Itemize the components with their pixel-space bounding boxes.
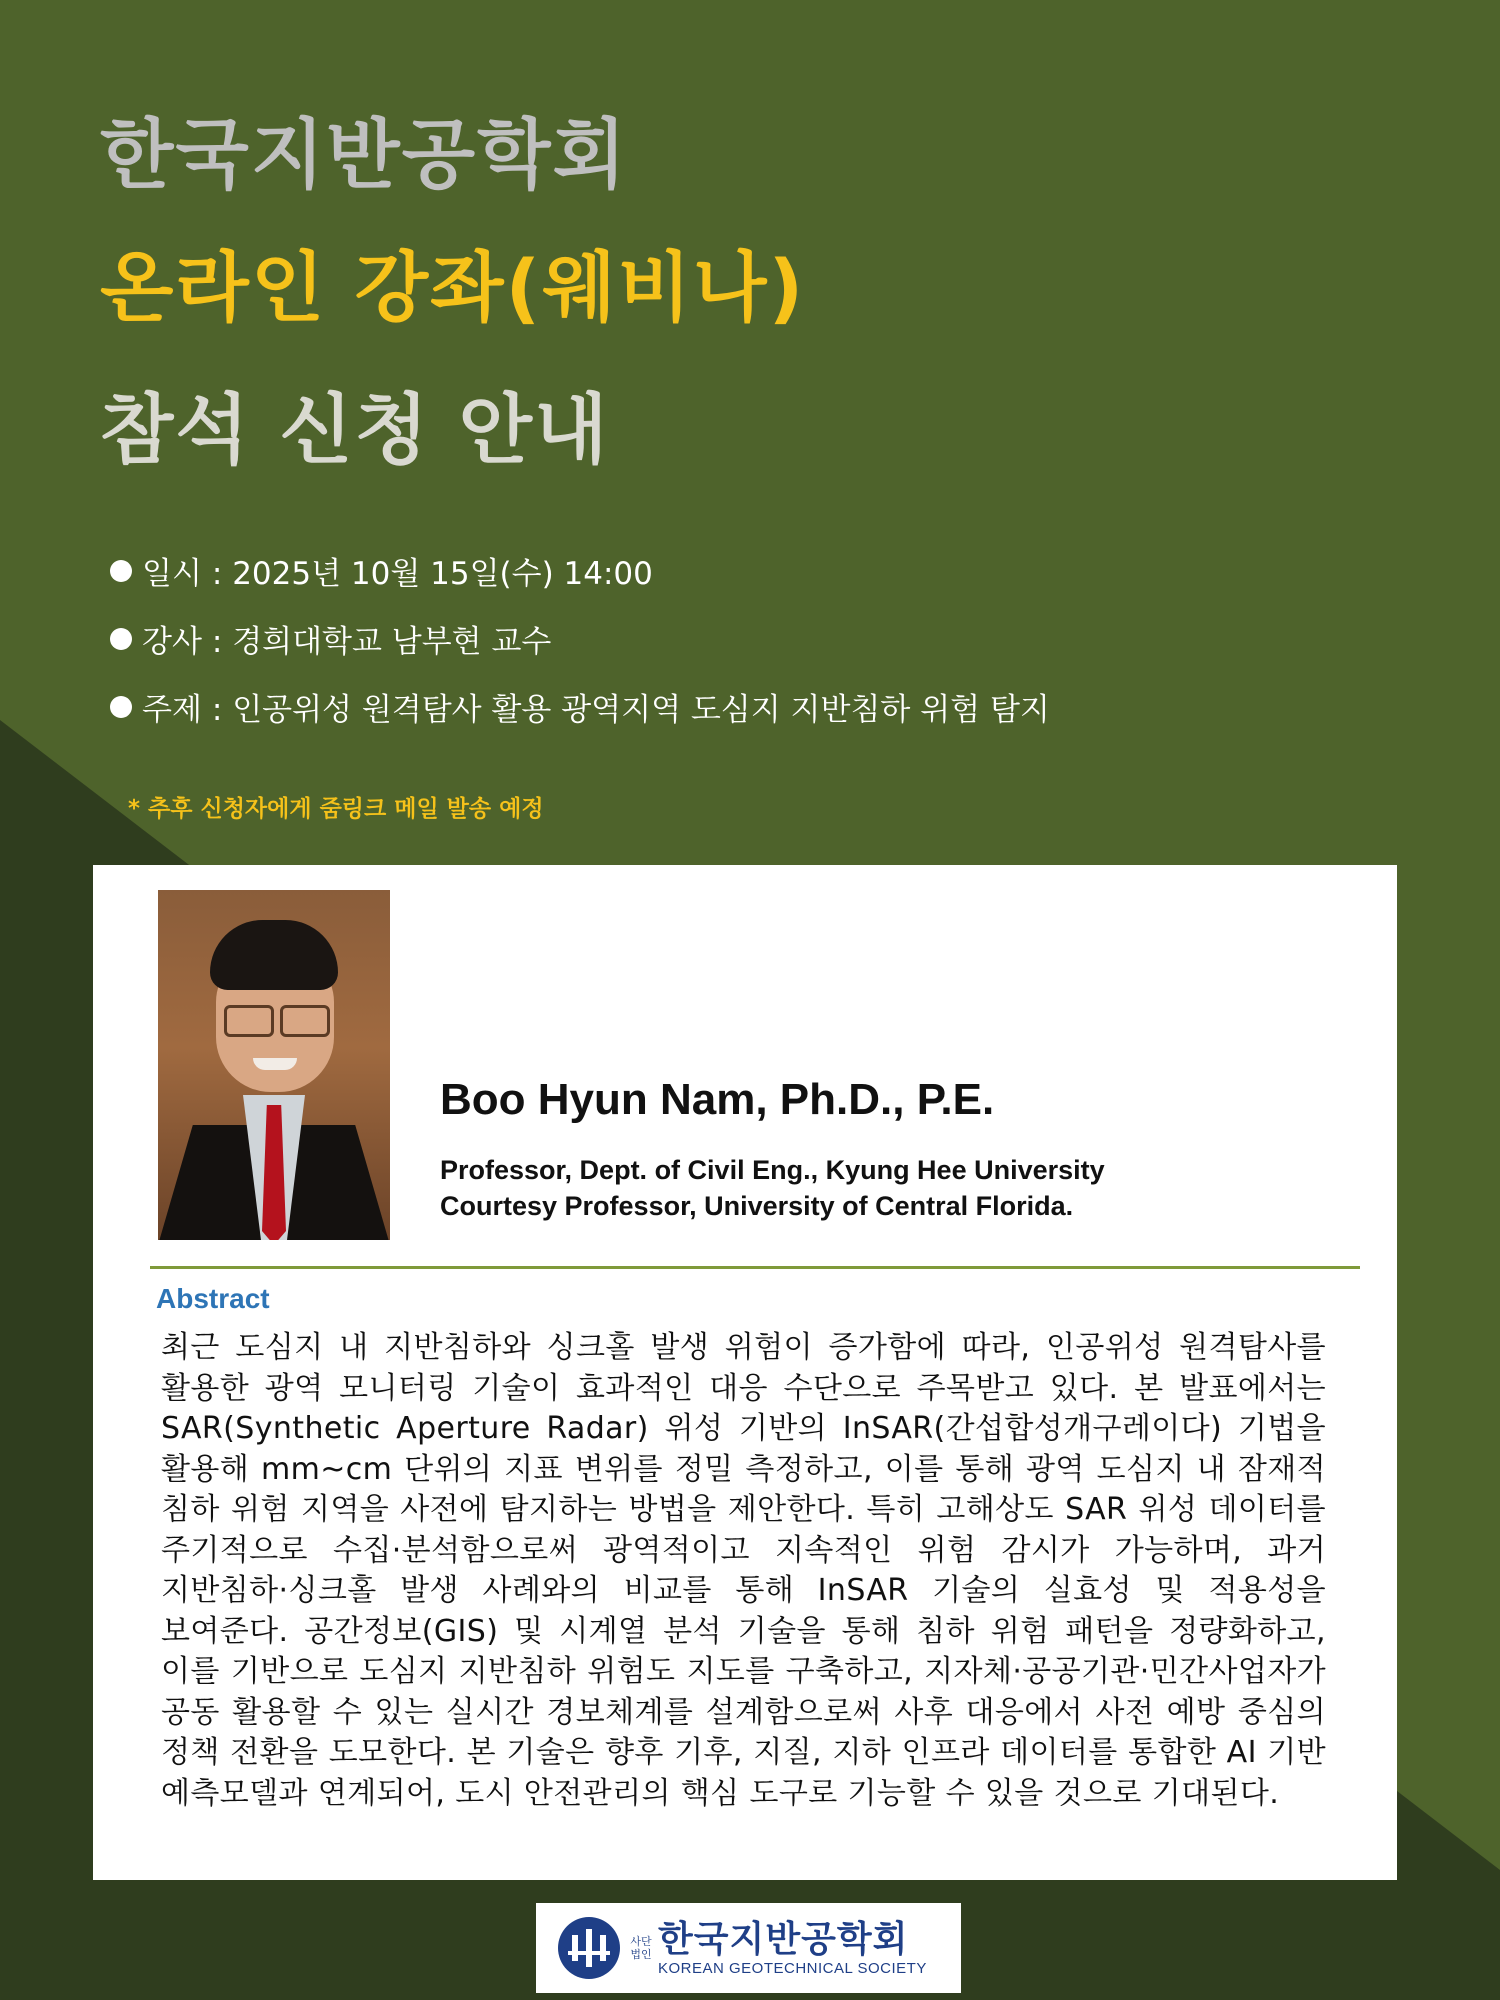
info-topic <box>110 684 1050 729</box>
bullet-icon <box>110 696 132 718</box>
logo-texts <box>658 1920 927 1977</box>
society-logo <box>536 1903 961 1993</box>
abstract-body: 최근 도심지 내 지반침하와 싱크홀 발생 위험이 증가함에 따라, 인공위성 원격탐사를 활용한 광역 모니터링 기술이 효과적인 대응 수단으로 주목받고 있다. 본 발표에서는 SAR(Synthetic Aperture Radar) 위성 기반의 InSAR(간섭합성개구레이다) 기법을 활용해 mm~cm 단위의 지표 변위를 정밀 측정하고, 이를 통해 광역 도심지 내 잠재적 침하 위험 지역을 사전에 탐지하는 방법을 제안한다. 특히 고해상도 SAR 위성 데이터를 주기적으로 수집·분석함으로써 광역적이고 지속적인 위험 감시가 가능하며, 과거 지반침하·싱크홀 발생 사례와의 비교를 통해 InSAR 기술의 실효성 및 적용성을 보여준다. 공간정보(GIS) 및 시계열 분석 기술을 통해 침하 위험 패턴을 정량화하고, 이를 기반으로 도심지 지반침하 위험도 지도를 구축하고, 지자체·공공기관·민간사업자가 공동 활용할 수 있는 실시간 경보체계를 설계함으로써 사후 대응에서 사전 예방 중심의 정책 전환을 도모한다. 본 기술은 향후 기후, 지질, 지하 인프라 데이터를 통합한 AI 기반 예측모델과 연계되어, 도시 안전관리의 핵심 도구로 기능할 수 있을 것으로 기대된다. <box>161 1330 1326 1811</box>
abstract-heading: Abstract <box>156 1283 270 1314</box>
speaker-affiliation-1: Professor, Dept. of Civil Eng., Kyung Hee University <box>440 1155 1105 1185</box>
date-label: 일시 <box>142 556 202 592</box>
info-date <box>110 548 653 593</box>
zoom-link-notice: * 추후 신청자에게 줌링크 메일 발송 예정 <box>128 796 544 822</box>
bullet-icon <box>110 628 132 650</box>
speaker-name: Boo Hyun Nam, Ph.D., P.E. <box>440 1075 995 1124</box>
title-line-1: 한국지반공학회 <box>100 110 628 199</box>
date-value: : 2025년 10월 15일(수) 14:00 <box>211 556 653 592</box>
topic-value: : 인공위성 원격탐사 활용 광역지역 도심지 지반침하 위험 탐지 <box>211 692 1050 728</box>
topic-label: 주제 <box>142 692 202 728</box>
info-lecturer <box>110 616 551 661</box>
society-emblem-icon <box>558 1917 620 1979</box>
speaker-affiliation-2: Courtesy Professor, University of Central Florida. <box>440 1191 1074 1221</box>
divider <box>150 1266 1360 1269</box>
title-line-2: 온라인 강좌(웨비나) <box>100 243 806 332</box>
logo-corporate-mark <box>628 1935 654 1961</box>
lecturer-value: : 경희대학교 남부현 교수 <box>211 624 552 660</box>
speaker-photo <box>158 890 390 1240</box>
logo-small-text-2: 법인 <box>630 1948 652 1961</box>
logo-small-text-1: 사단 <box>630 1935 652 1948</box>
lecturer-label: 강사 <box>142 624 202 660</box>
bullet-icon <box>110 560 132 582</box>
logo-name-korean: 한국지반공학회 <box>658 1918 909 1960</box>
speaker-card <box>93 865 1397 1880</box>
title-line-3: 참석 신청 안내 <box>100 385 610 474</box>
logo-name-english: KOREAN GEOTECHNICAL SOCIETY <box>658 1959 927 1977</box>
